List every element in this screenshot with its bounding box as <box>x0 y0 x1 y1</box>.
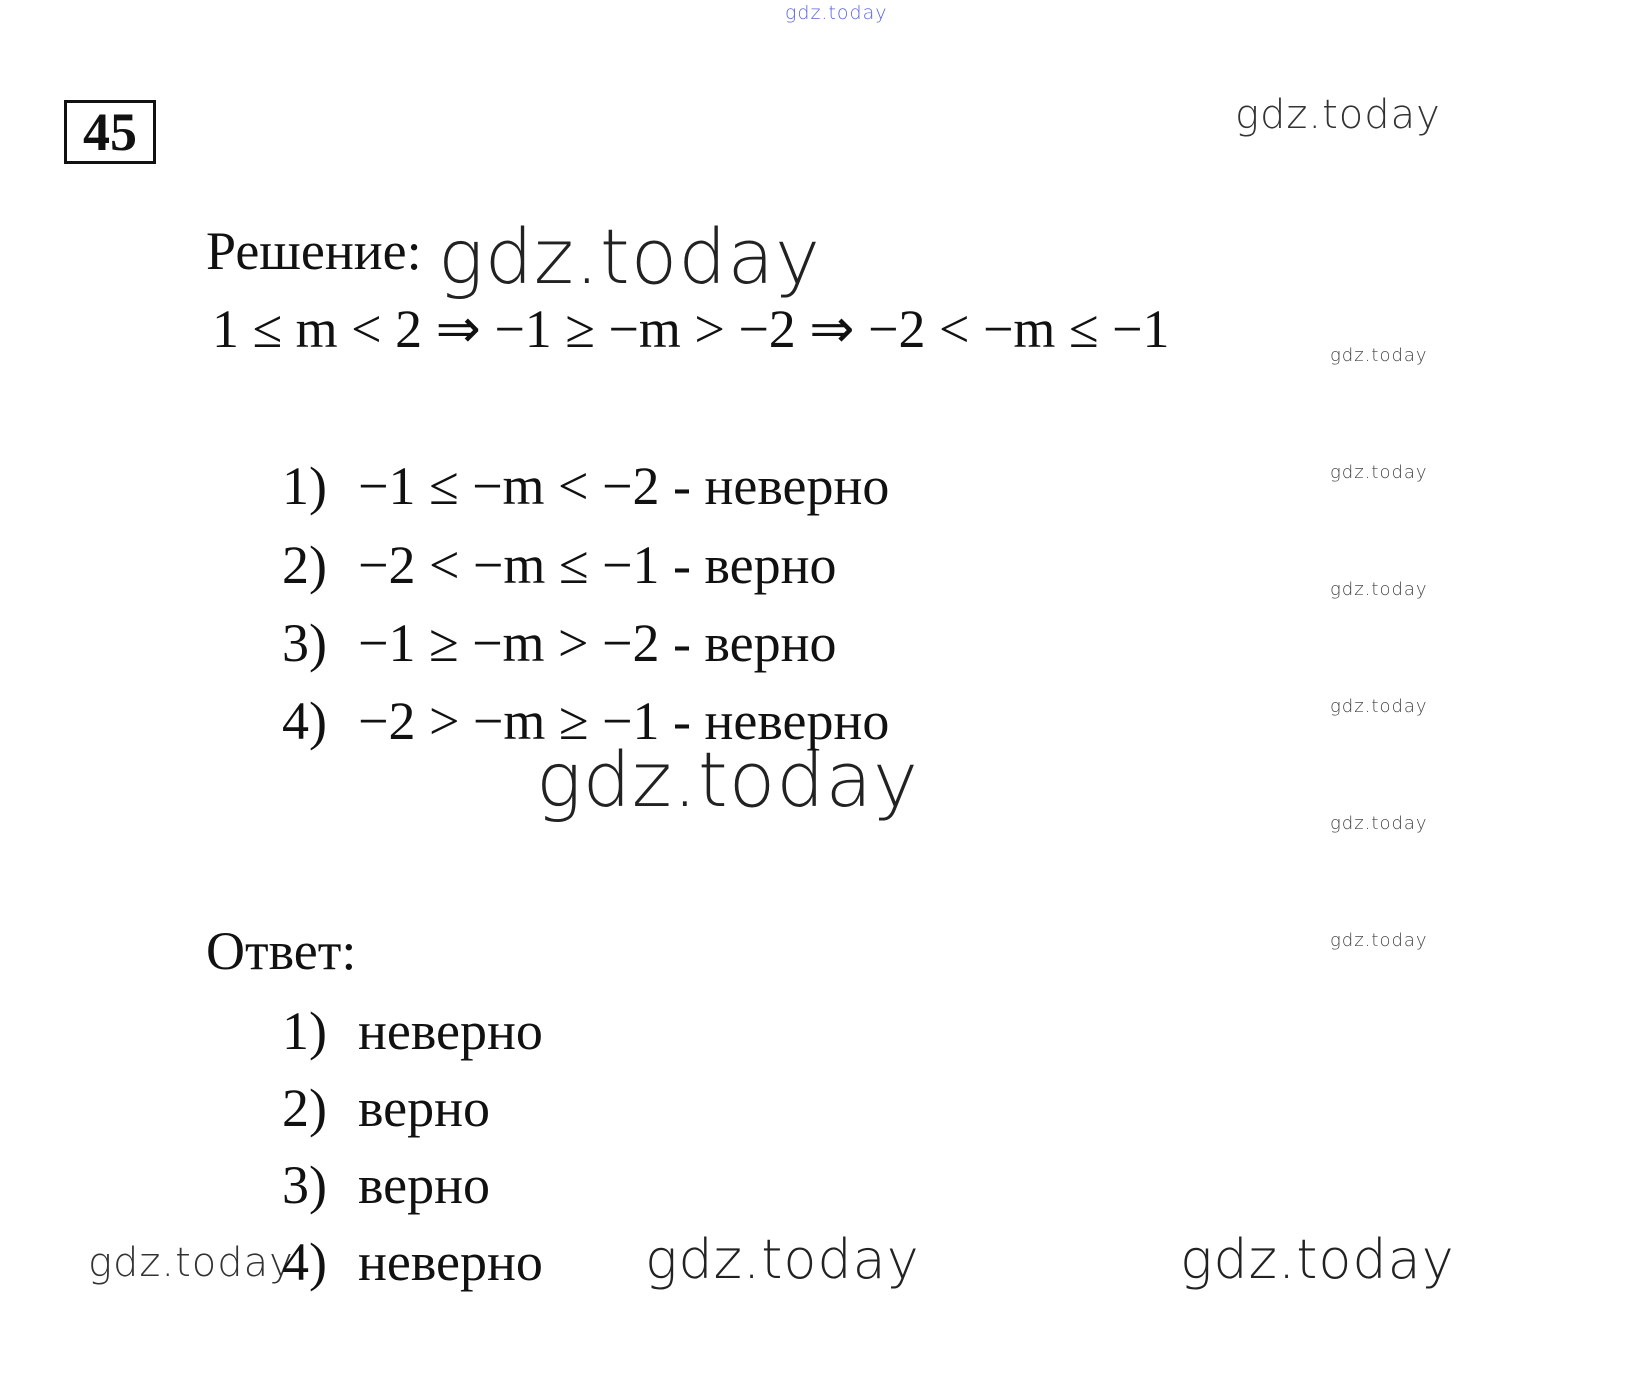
item-verdict: - неверно <box>672 456 890 516</box>
item-number: 2) <box>282 535 327 595</box>
solution-item-2 <box>282 534 837 596</box>
watermark-top: gdz.today <box>785 2 888 24</box>
watermark-small-2: gdz.today <box>1330 462 1428 483</box>
watermark-small-6: gdz.today <box>1330 930 1428 951</box>
solution-chain: 1 ≤ m < 2 ⇒ −1 ≥ −m > −2 ⇒ −2 < −m ≤ −1 <box>212 299 1170 359</box>
answer-item-2 <box>282 1077 490 1139</box>
answer-text: неверно <box>358 1001 543 1061</box>
answer-number: 4) <box>282 1232 327 1292</box>
answer-text: верно <box>358 1155 491 1215</box>
solution-item-3 <box>282 612 837 674</box>
item-number: 1) <box>282 456 327 516</box>
item-verdict: - верно <box>672 535 837 595</box>
watermark-small-3: gdz.today <box>1330 579 1428 600</box>
watermark-small-1: gdz.today <box>1330 345 1428 366</box>
problem-number: 45 <box>64 100 156 164</box>
item-verdict: - неверно <box>672 691 890 751</box>
item-expression: −1 ≥ −m > −2 <box>358 613 660 673</box>
item-expression: −2 < −m ≤ −1 <box>358 535 660 595</box>
item-expression: −1 ≤ −m < −2 <box>358 456 660 516</box>
item-verdict: - верно <box>672 613 837 673</box>
item-number: 3) <box>282 613 327 673</box>
watermark-bottom-center: gdz.today <box>645 1228 920 1291</box>
solution-heading: Решение: <box>206 221 422 281</box>
watermark-bottom-left: gdz.today <box>88 1240 294 1286</box>
watermark-large-1: gdz.today <box>438 212 821 301</box>
solution-item-1 <box>282 455 889 517</box>
watermark-small-4: gdz.today <box>1330 696 1428 717</box>
answer-item-4 <box>282 1231 543 1293</box>
answer-number: 3) <box>282 1155 327 1215</box>
watermark-header: gdz.today <box>1235 92 1441 138</box>
answer-item-3 <box>282 1154 490 1216</box>
answer-text: неверно <box>358 1232 543 1292</box>
answer-heading: Ответ: <box>206 921 357 981</box>
answer-text: верно <box>358 1078 491 1138</box>
item-number: 4) <box>282 691 327 751</box>
watermark-bottom-right: gdz.today <box>1180 1228 1455 1291</box>
solution-item-4 <box>282 690 889 752</box>
item-expression: −2 > −m ≥ −1 <box>358 691 660 751</box>
answer-item-1 <box>282 1000 543 1062</box>
watermark-large-2: gdz.today <box>536 735 919 824</box>
answer-number: 1) <box>282 1001 327 1061</box>
answer-number: 2) <box>282 1078 327 1138</box>
watermark-small-5: gdz.today <box>1330 813 1428 834</box>
